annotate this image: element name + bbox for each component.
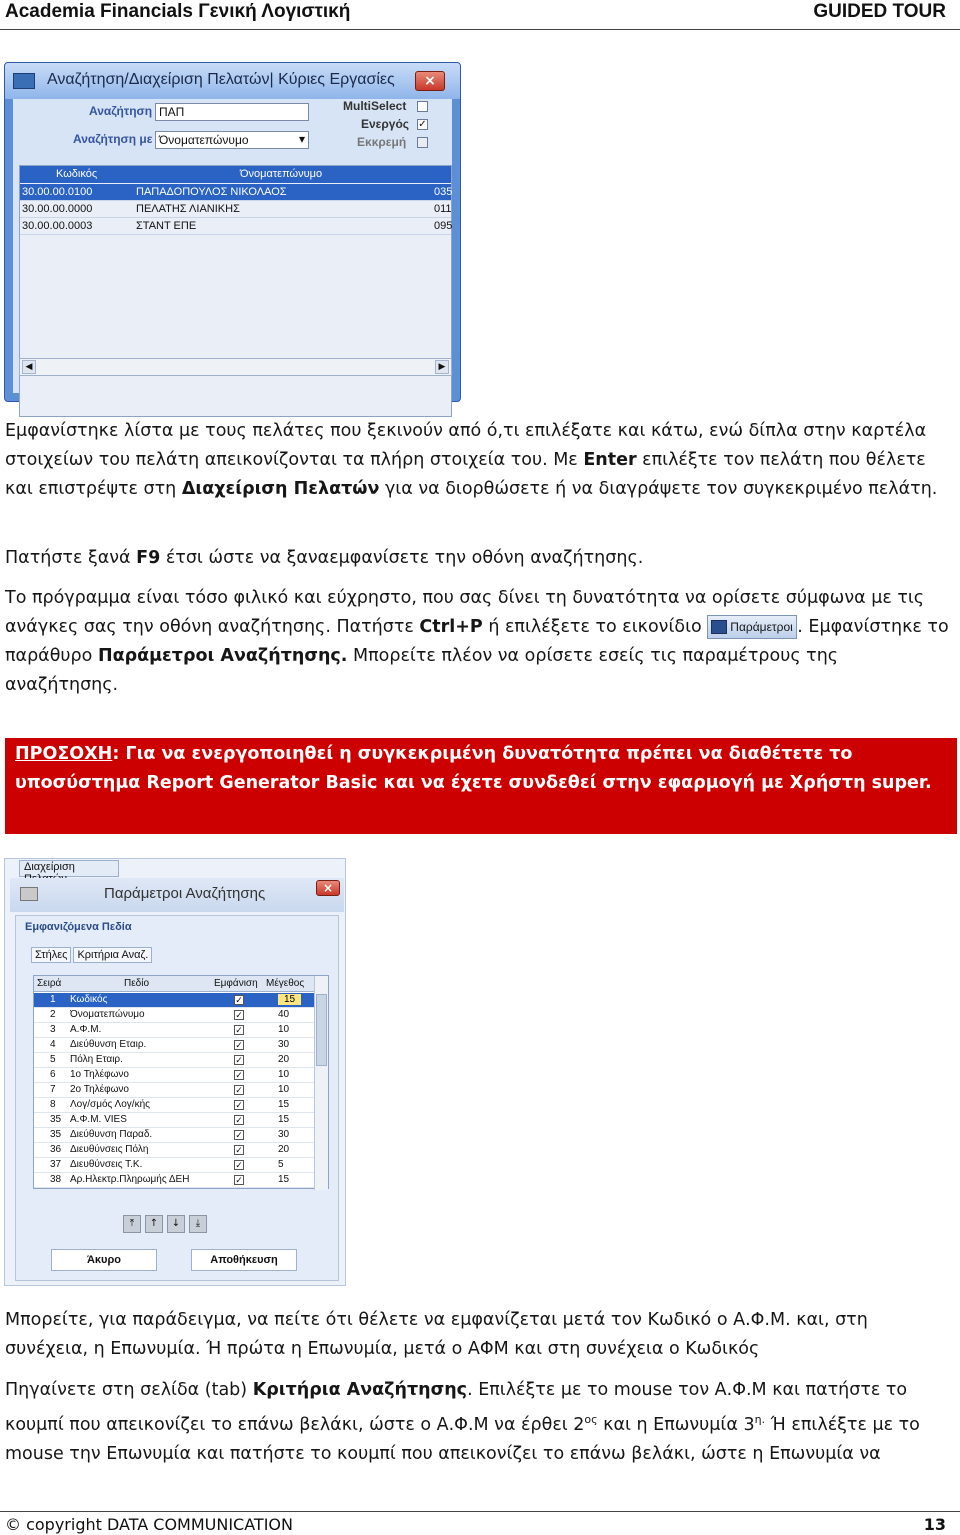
col-size[interactable]: Μέγεθος (266, 978, 305, 989)
table-row[interactable]: 36 Διευθύνσεις Πόλη ✓ 20 (34, 1143, 314, 1158)
table-row[interactable]: 7 2ο Τηλέφωνο ✓ 10 (34, 1083, 314, 1098)
cancel-button[interactable]: Άκυρο (51, 1249, 157, 1271)
warning-box (5, 738, 957, 834)
table-row[interactable]: 4 Διεύθυνση Εταιρ. ✓ 30 (34, 1038, 314, 1053)
move-top-icon[interactable]: ⤒ (123, 1215, 141, 1233)
pending-label: Εκκρεμή (357, 135, 407, 149)
table-row[interactable]: 30.00.00.0003 ΣΤΑΝΤ ΕΠΕ 095 (20, 218, 451, 235)
move-up-icon[interactable]: ↑ (145, 1215, 163, 1233)
pending-checkbox[interactable] (417, 137, 428, 148)
paragraph-instructions: Πηγαίνετε στη σελίδα (tab) Κριτήρια Αναζήτησης. Επιλέξτε με το mouse τον Α.Φ.Μ και πατήστε το κουμπί που απεικονίζει το επάνω βελάκι, ώστε ο Α.Φ.Μ να έρθει $2^{o\varsigma}$ και η Επωνυμία $3^{\eta.}$ Ή επιλέξτε με το mouse την Επωνυμία και πατήστε το κουμπί που απεικονίζει το επάνω βελάκι, ώστε η Επωνυμία να (5, 1380, 920, 1464)
col-name[interactable]: Όνοματεπώνυμο (240, 168, 323, 180)
table-row[interactable]: 37 Διευθύνσεις Τ.Κ. ✓ 5 (34, 1158, 314, 1173)
window-title: Αναζήτηση/Διαχείριση Πελατών| Κύριες Εργασίες (47, 71, 395, 88)
multiselect-checkbox[interactable] (417, 101, 428, 112)
tab-customer-management[interactable]: Διαχείριση (19, 860, 119, 877)
page-header (0, 0, 960, 30)
warning-text: : Για να ενεργοποιηθεί η συγκεκριμένη δυνατότητα πρέπει να διαθέτετε το υποσύστημα Report Generator Basic και να έχετε συνδεθεί στην εφαρμογή με Χρήστη super. (15, 744, 932, 793)
section-title: Εμφανιζόμενα Πεδία (25, 921, 132, 933)
grid-header (20, 166, 451, 183)
paragraph-f9: Πατήστε ξανά F9 έτσι ώστε να ξαναεμφανίσετε την οθόνη αναζήτησης. (5, 548, 644, 568)
close-icon[interactable]: × (316, 880, 340, 896)
app-icon (13, 73, 35, 89)
move-down-icon[interactable]: ↓ (167, 1215, 185, 1233)
table-row[interactable]: 30.00.00.0100 ΠΑΠΑΔΟΠΟΥΛΟΣ ΝΙΚΟΛΑΟΣ 035 (20, 184, 451, 201)
vertical-scrollbar[interactable] (314, 976, 328, 1190)
page-number: 13 (923, 1515, 946, 1534)
table-row[interactable]: 2 Όνοματεπώνυμο ✓ 40 (34, 1008, 314, 1023)
search-parameters-window (4, 858, 346, 1286)
table-row[interactable]: 8 Λογ/σμός Λογ/κής ✓ 15 (34, 1098, 314, 1113)
scroll-right-icon[interactable]: ▶ (435, 360, 449, 374)
results-grid (19, 165, 452, 417)
chevron-down-icon: ▾ (298, 132, 305, 146)
window-title: Παράμετροι Αναζήτησης (104, 885, 266, 902)
parameters-button[interactable]: Παράμετροι (707, 615, 797, 639)
move-bottom-icon[interactable]: ⤓ (189, 1215, 207, 1233)
footer-copyright: © copyright DATA COMMUNICATION (5, 1515, 293, 1534)
app-icon (20, 887, 38, 901)
table-row[interactable]: 30.00.00.0000 ΠΕΛΑΤΗΣ ΛΙΑΝΙΚΗΣ 011 (20, 201, 451, 218)
search-label: Αναζήτηση (89, 104, 153, 118)
col-show[interactable]: Εμφάνιση (214, 978, 258, 989)
table-row[interactable]: 35 Α.Φ.Μ. VIES ✓ 15 (34, 1113, 314, 1128)
scroll-thumb[interactable] (316, 994, 327, 1066)
col-code[interactable]: Κωδικός (56, 168, 98, 180)
search-input[interactable]: ΠΑΠ (155, 103, 309, 121)
table-row[interactable]: 5 Πόλη Εταιρ. ✓ 20 (34, 1053, 314, 1068)
paragraph-example: Μπορείτε, για παράδειγμα, να πείτε ότι θέλετε να εμφανίζεται μετά τον Κωδικό ο Α.Φ.Μ. και, στη συνέχεια, η Επωνυμία. Ή πρώτα η Επωνυμία, μετά ο ΑΦΜ και στη συνέχεια ο Κωδικός (5, 1310, 868, 1359)
col-field[interactable]: Πεδίο (124, 978, 150, 989)
tab-columns[interactable]: Στήλες (31, 947, 71, 963)
table-row[interactable]: 38 Αρ.Ηλεκτρ.Πληρωμής ΔΕΗ ✓ 15 (34, 1173, 314, 1188)
paragraph-params: Το πρόγραμμα είναι τόσο φιλικό και εύχρηστο, που σας δίνει τη δυνατότητα να ορίσετε σύμφωνα με τις ανάγκες σας την οθόνη αναζήτησης. Πατήστε Ctrl+P ή επιλέξετε το εικονίδιο Παράμετροι . Εμφανίστηκε το παράθυρο Παράμετροι Αναζήτησης. Μπορείτε πλέον να ορίσετε εσείς τις παραμέτρους της αναζήτησης. (5, 588, 949, 695)
multiselect-label: MultiSelect (343, 99, 407, 113)
col-order[interactable]: Σειρά (37, 978, 62, 989)
header-guided-tour: GUIDED TOUR (813, 1, 946, 22)
table-row[interactable]: 1 Κωδικός ✓ 15 (34, 993, 314, 1008)
table-row[interactable]: 35 Διεύθυνση Παραδ. ✓ 30 (34, 1128, 314, 1143)
parameters-icon (711, 620, 727, 634)
scroll-left-icon[interactable]: ◀ (22, 360, 36, 374)
fields-grid (33, 975, 329, 1189)
table-row[interactable]: 6 1ο Τηλέφωνο ✓ 10 (34, 1068, 314, 1083)
tab-search-criteria[interactable]: Κριτήρια Αναζ. (73, 947, 152, 963)
page-footer (0, 1511, 960, 1535)
warning-label: ΠΡΟΣΟΧΗ (15, 744, 113, 764)
paragraph-intro: Εμφανίστηκε λίστα με τους πελάτες που ξεκινούν από ό,τι επιλέξατε και κάτω, ενώ δίπλα στην καρτέλα στοιχείων του πελάτη απεικονίζονται τα πλήρη στοιχεία του. Με Enter επιλέξτε τον πελάτη που θέλετε και επιστρέψτε στη Διαχείριση Πελατών για να διορθώσετε ή να διαγράψετε τον συγκεκριμένο πελάτη. (5, 421, 938, 499)
table-row[interactable]: 3 Α.Φ.Μ. ✓ 10 (34, 1023, 314, 1038)
active-checkbox[interactable]: ✓ (418, 119, 427, 130)
customer-search-window (4, 62, 461, 402)
horizontal-scrollbar[interactable] (19, 358, 452, 376)
active-label: Ενεργός (361, 117, 410, 131)
window-titlebar (5, 63, 460, 99)
search-by-select[interactable]: Όνοματεπώνυμο ▾ (155, 131, 309, 149)
grid-header (34, 976, 314, 992)
header-title: Academia Financials Γενική Λογιστική (5, 1, 351, 22)
search-by-label: Αναζήτηση με (73, 132, 153, 146)
save-button[interactable]: Αποθήκευση (191, 1249, 297, 1271)
reorder-buttons (123, 1211, 211, 1233)
close-icon[interactable]: × (415, 71, 445, 91)
subtabs (31, 947, 154, 963)
window-titlebar (10, 878, 344, 912)
